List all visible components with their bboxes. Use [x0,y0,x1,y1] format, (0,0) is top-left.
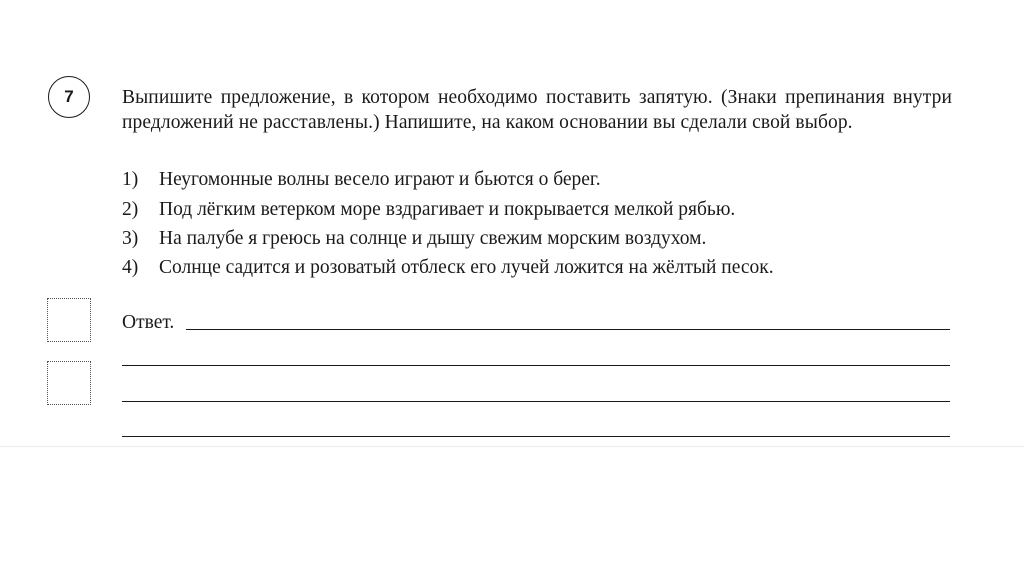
answer-line-2[interactable] [122,365,950,366]
option-number: 2) [122,199,139,220]
option-1 [122,167,601,192]
score-box-2 [47,361,91,405]
answer-line-4[interactable] [122,436,950,437]
page-edge-divider [0,446,1024,447]
score-box-1 [47,298,91,342]
option-2 [122,197,735,222]
option-text: Солнце садится и розоватый отблеск его лучей ложится на жёлтый песок. [159,257,774,278]
option-number: 4) [122,257,139,278]
option-number: 1) [122,169,139,190]
option-text: Неугомонные волны весело играют и бьются о берег. [159,169,601,190]
option-text: Под лёгким ветерком море вздрагивает и покрывается мелкой рябью. [159,199,736,220]
option-number: 3) [122,228,139,249]
option-3 [122,226,706,251]
answer-line-1[interactable] [186,329,950,330]
option-4 [122,255,774,280]
task-question: Выпишите предложение, в котором необходимо поставить запятую. (Знаки препинания внутри предложений не расставлены.) Напишите, на каком основании вы сделали свой выбор. [122,87,952,133]
option-text: На палубе я греюсь на солнце и дышу свежим морским воздухом. [159,228,707,249]
answer-label: Ответ. [122,312,175,333]
task-number-badge: 7 [48,76,90,118]
answer-line-3[interactable] [122,401,950,402]
